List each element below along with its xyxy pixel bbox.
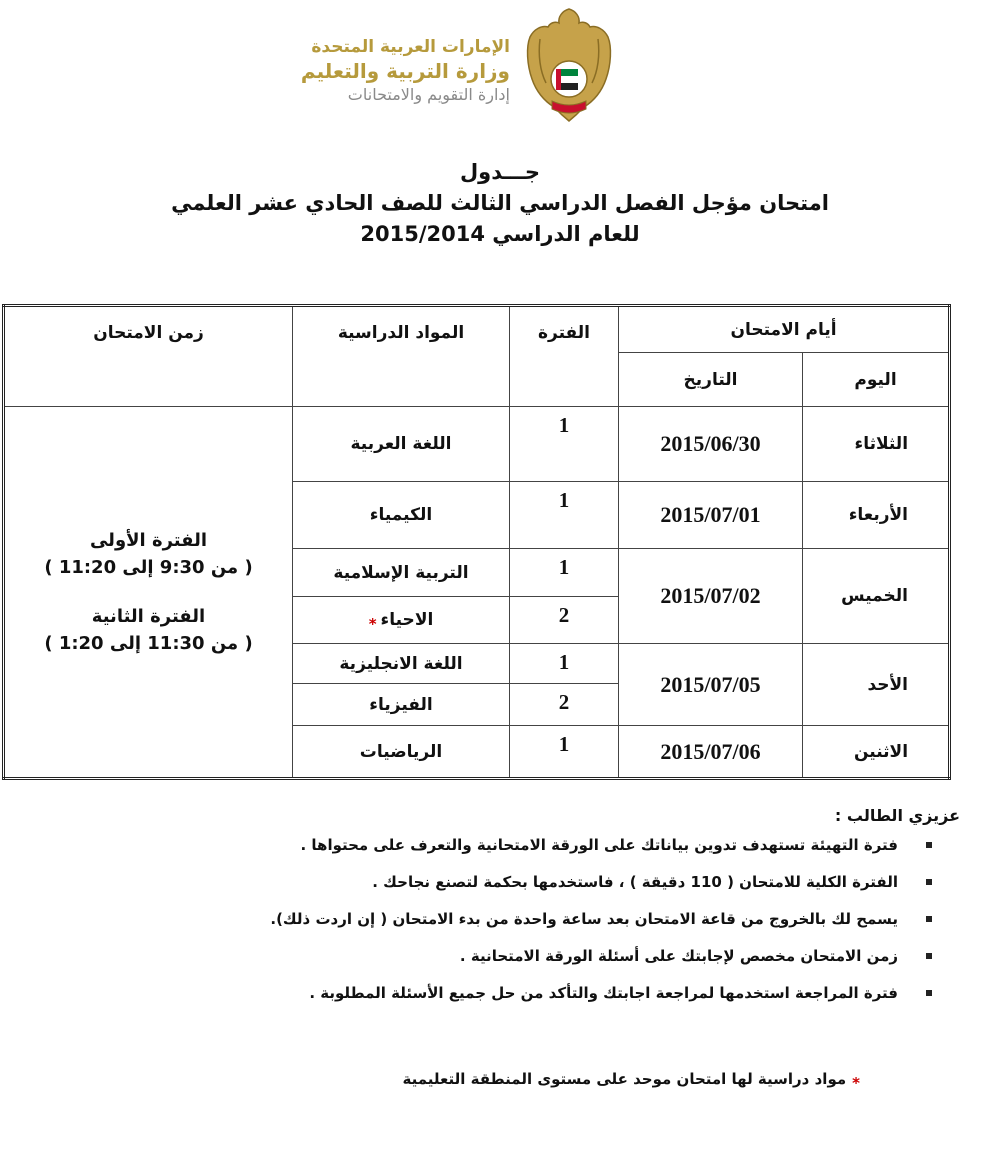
- footnote: [0, 1070, 860, 1088]
- subject-name: الكيمياء: [369, 505, 433, 525]
- ministry-name-block: [300, 35, 510, 107]
- header-date: التاريخ: [619, 353, 803, 407]
- title-line-1: جـــدول: [459, 160, 541, 184]
- note-text: الفترة الكلية للامتحان ( 110 دقيقة ) ، فاستخدمها بحكمة لتصنع نجاحك .: [372, 873, 898, 891]
- title-line-2: امتحان مؤجل الفصل الدراسي الثالث للصف الحادي عشر العلمي: [171, 191, 829, 215]
- subject-name: الرياضيات: [359, 741, 443, 762]
- list-item: [30, 983, 960, 1003]
- header-subjects: المواد الدراسية: [293, 306, 510, 407]
- note-text: فترة التهيئة تستهدف تدوين بياناتك على الورقة الامتحانية والتعرف على محتواها .: [300, 836, 898, 854]
- header-exam-time: زمن الامتحان: [4, 306, 293, 407]
- student-notes: [30, 806, 960, 1020]
- ministry-header: [300, 5, 620, 130]
- day-cell: الخميس: [803, 549, 950, 644]
- country-name: الإمارات العربية المتحدة: [311, 37, 510, 57]
- list-item: [30, 835, 960, 855]
- subject-cell: [293, 684, 510, 726]
- date-cell: 2015/07/06: [619, 726, 803, 779]
- header-row-1: [4, 306, 950, 353]
- note-text: زمن الامتحان مخصص لإجابتك على أسئلة الورقة الامتحانية .: [459, 947, 898, 965]
- subject-name: اللغة الانجليزية: [339, 653, 463, 674]
- header-exam-days: أيام الامتحان: [619, 306, 950, 353]
- period-cell: 1: [510, 482, 619, 549]
- note-text: يسمح لك بالخروج من قاعة الامتحان بعد ساعة واحدة من بدء الامتحان ( إن اردت ذلك).: [270, 910, 898, 928]
- date-cell: 2015/07/01: [619, 482, 803, 549]
- period-cell: 2: [510, 684, 619, 726]
- exam-time-cell: [4, 407, 293, 779]
- subject-name: الاحياء: [380, 610, 434, 630]
- unified-exam-star-icon: ⁎: [368, 611, 377, 629]
- period-cell: 2: [510, 597, 619, 644]
- table-row: [4, 407, 950, 482]
- notes-title: عزيزي الطالب :: [834, 806, 960, 825]
- bullet-icon: [926, 842, 932, 848]
- subject-cell: [293, 407, 510, 482]
- subject-cell: [293, 726, 510, 779]
- subject-cell: [293, 549, 510, 597]
- title-line-3: للعام الدراسي 2015/2014: [360, 222, 640, 246]
- uae-emblem-icon: [522, 5, 617, 125]
- subject-cell: [293, 482, 510, 549]
- first-period-label: الفترة الأولى: [89, 530, 208, 551]
- header-period: الفترة: [510, 306, 619, 407]
- day-cell: الاثنين: [803, 726, 950, 779]
- date-cell: 2015/06/30: [619, 407, 803, 482]
- day-cell: الأربعاء: [803, 482, 950, 549]
- note-text: فترة المراجعة استخدمها لمراجعة اجابتك والتأكد من حل جميع الأسئلة المطلوبة .: [309, 984, 898, 1002]
- ministry-name: وزارة التربية والتعليم: [300, 59, 510, 83]
- subject-cell: [293, 644, 510, 684]
- list-item: [30, 872, 960, 892]
- bullet-icon: [926, 916, 932, 922]
- bullet-icon: [926, 990, 932, 996]
- first-period-range: ( من 9:30 إلى 11:20 ): [44, 557, 253, 578]
- bullet-icon: [926, 953, 932, 959]
- period-cell: 1: [510, 644, 619, 684]
- period-cell: 1: [510, 549, 619, 597]
- footnote-text: مواد دراسية لها امتحان موحد على مستوى المنطقة التعليمية: [402, 1070, 847, 1088]
- subject-name: التربية الإسلامية: [333, 562, 469, 583]
- day-cell: الأحد: [803, 644, 950, 726]
- subject-name: اللغة العربية: [350, 434, 452, 454]
- period-cell: 1: [510, 726, 619, 779]
- document-title: [0, 157, 1000, 250]
- second-period-label: الفترة الثانية: [91, 606, 206, 627]
- second-period-range: ( من 11:30 إلى 1:20 ): [44, 633, 253, 654]
- exam-schedule-table: [2, 304, 951, 780]
- period-cell: 1: [510, 407, 619, 482]
- bullet-icon: [926, 879, 932, 885]
- day-cell: الثلاثاء: [803, 407, 950, 482]
- list-item: [30, 909, 960, 929]
- date-cell: 2015/07/02: [619, 549, 803, 644]
- department-name: إدارة التقويم والامتحانات: [347, 85, 510, 104]
- header-day: اليوم: [803, 353, 950, 407]
- list-item: [30, 946, 960, 966]
- date-cell: 2015/07/05: [619, 644, 803, 726]
- footnote-star-icon: ⁎: [852, 1070, 860, 1088]
- subject-cell: [293, 597, 510, 644]
- subject-name: الفيزياء: [369, 694, 433, 715]
